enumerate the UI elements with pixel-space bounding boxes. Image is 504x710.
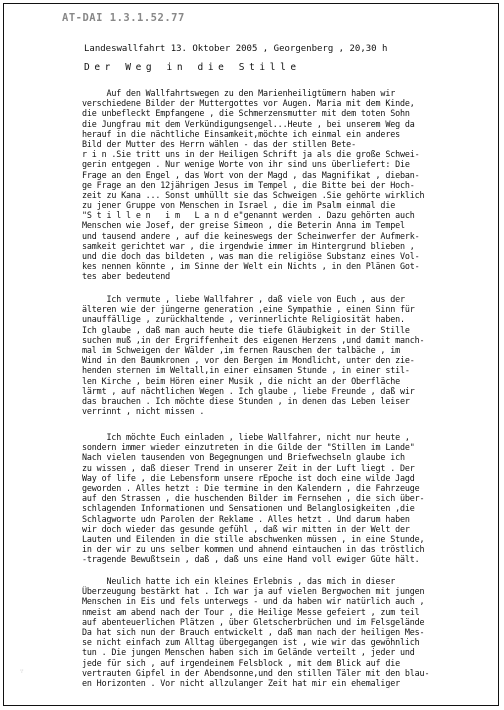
text-line: zu wissen , daß dieser Trend in unserer Zeit in der Luft liegt . Der [82,462,415,473]
text-line: vertrauten Gipfel in der Abendsonne,und den stillen Täler mit den blau- [82,667,430,678]
text-line: die unbefleckt Empfangene , die Schmerzensmutter mit dem toten Sohn [82,108,410,119]
paragraph-1 [82,88,482,282]
text-line: nmeist am abend nach der Tour , die Heilige Messe gefeiert , zum teil [82,606,420,617]
text-line: verschiedene Bilder der Muttergottes vor Augen. Maria mit dem Kinde, [82,98,415,109]
text-line: mal im Schweigen der Wälder ,im fernen Rauschen der talbäche , im [82,344,400,355]
text-line: gerin entgegen . Nur wenige Worte von ihr sind uns überliefert: Die [82,159,410,170]
text-line: Da hat sich nun der Brauch entwickelt , daß man nach der heiligen Mes- [82,626,425,637]
text-line: verrinnt , nicht missen . [82,406,205,417]
text-line: unauffällige , zurückhaltende , verinnerlichte Religiosität haben. [82,314,405,325]
text-line: auf abenteuerlichen Plätzen , über Gletscherbrüchen und im Felsgelände [82,616,425,627]
text-line: tun . Die jungen Menschen haben sich im Gelände verteilt , jeder und [82,647,415,658]
text-line: zu jener Gruppe von Menschen in Israel , die im Psalm einmal die [82,200,396,211]
text-line: Schlagworte udn Parolen der Reklame . Alles hetzt . Und darum haben [82,513,410,524]
text-line: Frage an den Engel , das Wort von der Magd , das Magnifikat , dieban- [82,169,420,180]
text-line: Way of life , die Lebensform unsere rEpoche ist doch eine wilde Jagd [82,472,415,483]
margin-mark: ∵ [20,668,24,675]
text-line: Ich glaube , daß man auch heute die tiefe Gläubigkeit in der Stille [82,324,410,335]
text-line: in der wir zu uns selber kommen und ahnend eintauchen in das tröstlich [82,544,425,555]
paragraph-2 [82,294,482,416]
text-line: r i n .Sie tritt uns in der Heiligen Schrift ja als die große Schwei- [82,149,420,160]
text-line: jede für sich , auf irgendeinem Felsblock , mit dem Blick auf die [82,657,400,668]
text-line: das brauchen . Ich möchte diese Stunden , in denen das Leben leiser [82,395,410,406]
text-line: zeit zu Kana ... Sonst umhüllt sie das Schweigen .Sie gehörte wirklich [82,189,425,200]
text-line: tes aber bedeutend [82,271,171,282]
text-line: Menschen in Eis und fels unterwegs - und da haben wir natürlich auch , [82,596,425,607]
text-line: Neulich hatte ich ein kleines Erlebnis , das mich in dieser [82,576,396,586]
text-line: samkeit gerichtet war , die irgendwie immer im Hintergrund blieben , [82,240,415,251]
text-line: schlagenden Informationen und Sensationen und Belanglosigkeiten ,die [82,503,415,514]
text-line: suchen muß ,in der Ergriffenheit des eigenen Herzens ,und damit manch- [82,334,425,345]
text-line: Ich möchte Euch einladen , liebe Wallfahrer, nicht nur heute , [82,432,410,442]
text-line: ge Frage an den 12jährigen Jesus im Tempel , die Bitte bei der Hoch- [82,179,415,190]
archive-stamp: AT-DAI 1.3.1.52.77 [62,12,185,24]
header-line: Landeswallfahrt 13. Oktober 2005 , Georgenberg , 20,30 h [84,44,388,54]
text-line: herauf in die nächtliche Einsamkeit,möchte ich einmal ein anderes [82,128,400,139]
text-line: und die doch das bildeten , was man die religiöse Substanz eines Vol- [82,251,420,261]
text-line: len Kirche , beim Hören einer Musik , die nicht an der Oberfläche [82,375,400,386]
text-line: se nicht einfach zum Alltag übergegangen ist , wie wir das gewöhnlich [82,637,420,648]
text-line: auf den Strassen , die huschenden Bilder im Fernsehen , die sich über- [82,493,425,504]
text-line: lärmt , auf nächtlichen Wegen . Ich glaube , liebe Freunde , daß wir [82,385,415,396]
text-line: geworden . Alles hetzt : Die termine in den Kalendern , die Fahrzeuge [82,482,420,493]
paragraph-3 [82,432,482,564]
text-line: Lauten und Eilenden in die stille abschwenken müssen , in eine Stunde, [82,533,425,544]
text-line: und tausend andere , auf die keineswegs der Scheinwerfer der Aufmerk- [82,230,420,241]
text-line: Menschen wie Josef, der greise Simeon , die Beterin Anna im Tempel [82,220,405,231]
document-page [3,3,499,706]
document-title: Der Weg in die Stille [84,62,301,73]
text-line: Nach vielen tausenden von Begegnungen und Briefwechseln glaube ich [82,452,405,463]
text-line: wir doch wieder das gesunde gefühl , daß wir mitten in der Welt der [82,523,410,534]
text-line: Bild der Mutter des Herrn wählen - das der stillen Bete- [82,138,356,149]
text-line: en Horizonten . Vor nicht allzulanger Zeit hat mir ein ehemaliger [82,677,400,688]
paragraph-4 [82,576,482,688]
text-line: Ich vermute , liebe Wallfahrer , daß viele von Euch , aus der [82,294,405,304]
text-line: sondern immer wieder einzutreten in die Gilde der "Stillen im Lande" [82,442,415,453]
text-line: Auf den Wallfahrtswegen zu den Marienheiligtümern haben wir [82,88,396,98]
text-line: -tragende Bewußtsein , daß , daß uns eine Hand voll ewiger Güte hält. [82,554,420,565]
text-line: Wind in den Baumkronen , vor den Bergen im Mondlicht, unter den zie- [82,355,415,366]
text-line: henden sternen im Weltall,in einer einsamen Stunde , in einer stil- [82,365,410,376]
text-line: älteren wie der jüngerne generation ,eine Sympathie , einen Sinn für [82,304,415,315]
text-line: "S t i l l e n i m L a n d e"genannt werden . Dazu gehörten auch [82,210,415,221]
text-line: kes nennen könnte , im Sinne der Welt ein Nichts , in den Plänen Got- [82,261,420,272]
text-line: die Jungfrau mit dem Verkündigungsengel...Heute , bei unserem Weg da [82,118,415,129]
text-line: Überzeugung bestärkt hat . Ich war ja auf vielen Bergwochen mit jungen [82,586,425,597]
